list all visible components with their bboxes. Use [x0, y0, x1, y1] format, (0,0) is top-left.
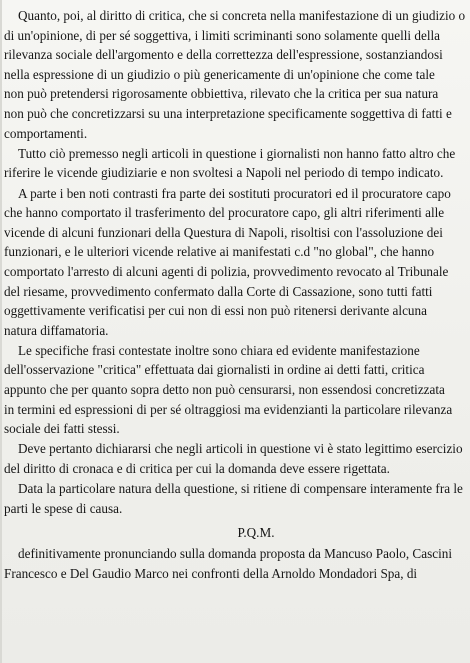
text-line: Data la particolare natura della questione, si ritiene di compensare interamente fra le [18, 481, 463, 497]
paragraph-spese [4, 479, 468, 518]
text-line: dell'osservazione "critica" effettuata dai giornalisti in ordine ai detti fatti, critica [4, 362, 425, 378]
scan-edge-shadow [0, 0, 2, 663]
text-line: funzionari, e le ulteriori vicende relative ai manifestati c.d "no global", che hanno [4, 244, 435, 260]
text-line: Tutto ciò premesso negli articoli in questione i giornalisti non hanno fatto altro che [18, 145, 456, 161]
text-line: parti le spese di causa. [4, 500, 123, 516]
text-line: vicende di alcuni funzionari della Questura di Napoli, risoltisi con l'assoluzione dei [4, 224, 443, 240]
text-line: non può pretendersi rigorosamente obbiettiva, rilevato che la critica per sua natura [4, 86, 439, 102]
paragraph-critica [4, 6, 468, 143]
text-line: nella espressione di un giudizio o più genericamente di un'opinione che come tale [4, 66, 435, 82]
text-line: definitivamente pronunciando sulla domanda proposta da Mancuso Paolo, Cascini [18, 546, 452, 561]
text-line: Francesco e Del Gaudio Marco nei confronti della Arnoldo Mondadori Spa, di [4, 565, 418, 581]
text-line: oggettivamente verificatisi per cui non di essi non può ritenersi derivante alcuna [4, 303, 427, 319]
text-line: Quanto, poi, al diritto di critica, che si concreta nella manifestazione di un giudizio o [18, 8, 466, 23]
document-body [4, 6, 468, 583]
text-line: natura diffamatoria. [4, 322, 109, 338]
text-line: sociale dei fatti stessi. [4, 421, 120, 437]
text-line: A parte i ben noti contrasti fra parte dei sostituti procuratori ed il procuratore capo [18, 185, 451, 201]
text-line: non può che concretizzarsi su una interpretazione specificamente soggettiva di fatti e [4, 105, 452, 121]
closing-paragraph [4, 544, 468, 583]
text-line: che hanno comportato il trasferimento del procuratore capo, gli altri riferimenti alle [4, 205, 445, 221]
paragraph-rigetto [4, 439, 468, 478]
text-line: di un'opinione, di per sé soggettiva, i limiti scriminanti sono solamente quelli della [4, 27, 441, 43]
text-line: Deve pertanto dichiararsi che negli articoli in questione vi è stato legittimo esercizio [18, 441, 463, 457]
section-heading-pqm: P.Q.M. [237, 525, 275, 541]
text-line: del diritto di cronaca e di critica per cui la domanda deve essere rigettata. [4, 461, 390, 477]
text-line: del riesame, provvedimento confermato dalla Corte di Cassazione, sono tutti fatti [4, 283, 433, 299]
text-line: comportamenti. [4, 125, 88, 141]
text-line: Le specifiche frasi contestate inoltre sono chiara ed evidente manifestazione [18, 342, 420, 358]
paragraph-frasi-contestate [4, 341, 468, 439]
paragraph-contrasti [4, 184, 468, 341]
text-line: in termini ed espressioni di per sé oltraggiosi ma evidenzianti la particolare rilevanza [4, 401, 453, 417]
text-line: riferire le vicende giudiziarie e non svoltesi a Napoli nel periodo di tempo indicato. [4, 165, 444, 181]
paragraph-premesso [4, 144, 468, 183]
text-line: comportato l'arresto di alcuni agenti di polizia, provvedimento revocato al Tribunale [4, 263, 449, 279]
text-line: rilevanza sociale dell'argomento e della correttezza dell'espressione, sostanziandosi [4, 47, 443, 63]
text-line: appunto che per quanto sopra detto non può censurarsi, non essendosi concretizzata [4, 382, 445, 398]
